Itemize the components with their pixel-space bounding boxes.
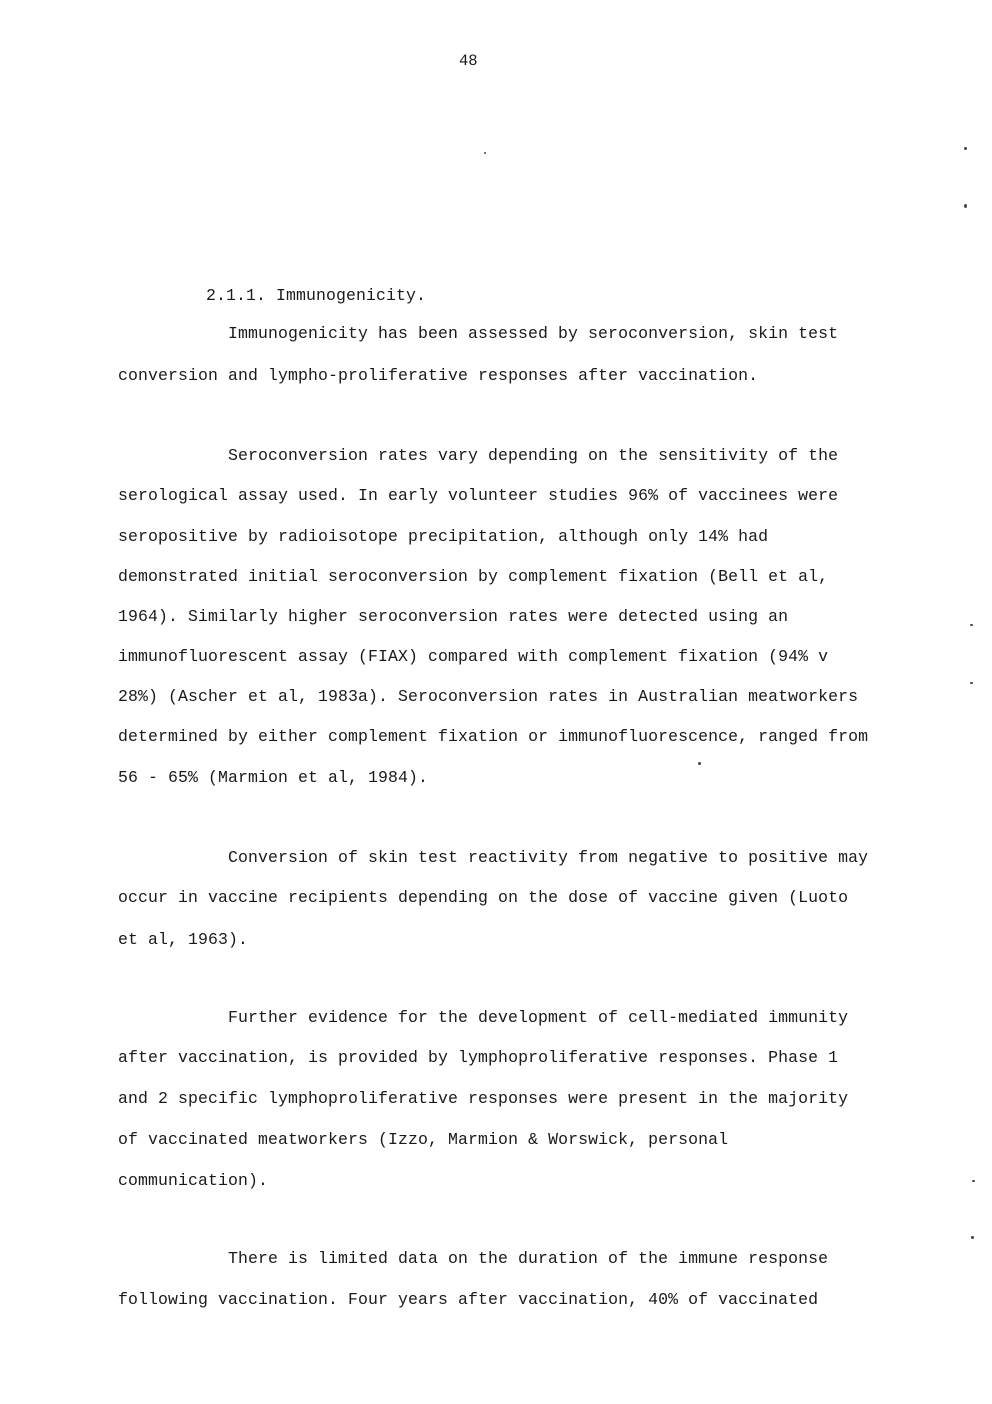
section-heading: 2.1.1. Immunogenicity. <box>206 286 427 305</box>
scan-speck <box>970 624 973 626</box>
paragraph-line: Conversion of skin test reactivity from negative to positive may <box>228 848 869 867</box>
paragraph-line: after vaccination, is provided by lymphoproliferative responses. Phase 1 <box>118 1048 839 1067</box>
paragraph-line: 1964). Similarly higher seroconversion rates were detected using an <box>118 607 789 626</box>
paragraph-line: occur in vaccine recipients depending on the dose of vaccine given (Luoto <box>118 888 849 907</box>
paragraph-line: There is limited data on the duration of the immune response <box>228 1249 829 1268</box>
paragraph-line: Immunogenicity has been assessed by seroconversion, skin test <box>228 324 839 343</box>
paragraph-line: conversion and lympho-proliferative responses after vaccination. <box>118 366 759 385</box>
scan-speck <box>964 204 967 208</box>
paragraph-line: seropositive by radioisotope precipitation, although only 14% had <box>118 527 769 546</box>
paragraph-line: immunofluorescent assay (FIAX) compared with complement fixation (94% v <box>118 647 829 666</box>
paragraph-line: et al, 1963). <box>118 930 249 949</box>
page-number: 48 <box>459 52 478 70</box>
paragraph-line: serological assay used. In early volunteer studies 96% of vaccinees were <box>118 486 839 505</box>
paragraph-line: Further evidence for the development of cell-mediated immunity <box>228 1008 849 1027</box>
paragraph-line: 28%) (Ascher et al, 1983a). Seroconversion rates in Australian meatworkers <box>118 687 859 706</box>
paragraph-line: determined by either complement fixation or immunofluorescence, ranged from <box>118 727 869 746</box>
paragraph-line: demonstrated initial seroconversion by complement fixation (Bell et al, <box>118 567 829 586</box>
scan-speck <box>972 1180 975 1182</box>
paragraph-line: 56 - 65% (Marmion et al, 1984). <box>118 768 429 787</box>
scan-speck <box>970 682 973 684</box>
scan-speck <box>698 762 701 765</box>
scan-speck <box>484 152 486 154</box>
paragraph-line: following vaccination. Four years after vaccination, 40% of vaccinated <box>118 1290 819 1309</box>
scan-speck <box>971 1236 974 1239</box>
paragraph-line: of vaccinated meatworkers (Izzo, Marmion & Worswick, personal <box>118 1130 729 1149</box>
scan-speck <box>964 147 967 150</box>
paragraph-line: communication). <box>118 1171 269 1190</box>
paragraph-line: and 2 specific lymphoproliferative responses were present in the majority <box>118 1089 849 1108</box>
paragraph-line: Seroconversion rates vary depending on the sensitivity of the <box>228 446 839 465</box>
